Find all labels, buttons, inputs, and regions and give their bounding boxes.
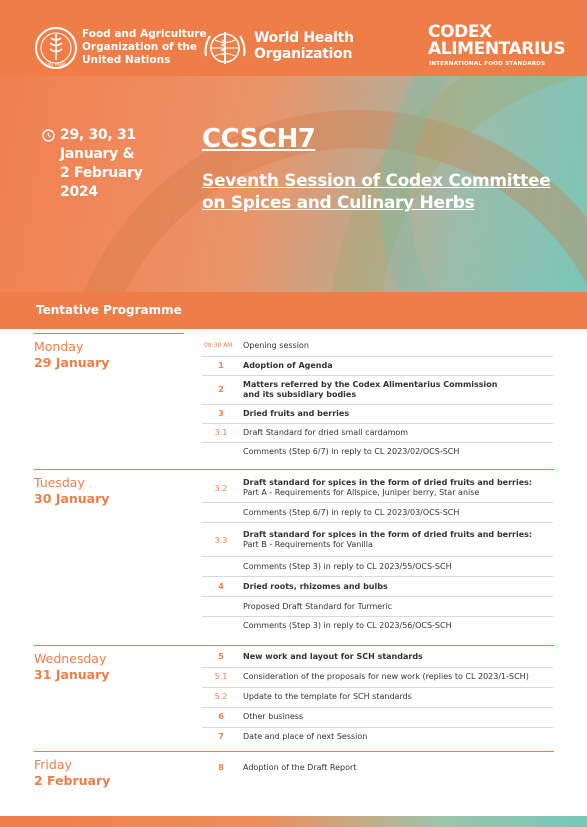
agenda-row (202, 442, 553, 462)
agenda-text: Consideration of the proposals for new work (replies to CL 2023/1-SCH) (243, 672, 529, 681)
day-date: 31 January (34, 667, 110, 682)
footer-bar (0, 816, 587, 827)
agenda-number: 2 (218, 385, 224, 394)
codex-subtitle: INTERNATIONAL FOOD STANDARDS (429, 61, 546, 67)
agenda-row (202, 687, 553, 708)
agenda-text: and its subsidiary bodies (243, 390, 357, 399)
agenda-text: Comments (Step 3) in reply to CL 2023/56/OCS-SCH (243, 621, 452, 630)
codex-title: CODEX ALIMENTARIUS (428, 22, 566, 59)
day-name: Monday (34, 339, 84, 354)
agenda-text: Matters referred by the Codex Alimentarius Commission (243, 380, 498, 389)
agenda-row (202, 472, 553, 503)
agenda-number: 5.2 (214, 692, 228, 701)
agenda-row (202, 707, 553, 728)
agenda-number: 3.2 (214, 484, 228, 493)
agenda-number: 5 (218, 652, 224, 661)
agenda-text: New work and layout for SCH standards (243, 652, 423, 661)
agenda-row (202, 667, 553, 688)
agenda-text: Other business (243, 712, 304, 721)
agenda-row (202, 616, 553, 636)
agenda-row (202, 556, 553, 577)
day-divider (34, 469, 554, 470)
agenda-row (202, 423, 553, 443)
day-divider (34, 645, 554, 646)
agenda-text: Dried fruits and berries (243, 409, 350, 418)
day-date: 29 January (34, 355, 110, 370)
day-monday (34, 333, 184, 371)
agenda-number: 3 (218, 409, 224, 418)
agenda-time: 09:30 AM (204, 342, 233, 349)
agenda-text: Comments (Step 6/7) in reply to CL 2023/02/OCS-SCH (243, 447, 460, 456)
agenda-row (202, 375, 553, 405)
day-date: 30 January (34, 491, 110, 506)
fao-logo-text: FIAT PANIS (45, 62, 67, 67)
agenda-row (202, 337, 553, 357)
who-logo-icon (202, 26, 248, 70)
day-divider (34, 751, 554, 752)
agenda-row (202, 404, 553, 424)
agenda-row (202, 576, 553, 597)
fao-logo-icon (34, 26, 78, 70)
day-name: Wednesday (34, 651, 107, 666)
header-bar (0, 0, 587, 76)
who-name: World Health Organization (254, 30, 354, 62)
agenda-text: Date and place of next Session (243, 732, 368, 741)
day-date: 2 February (34, 773, 111, 788)
day-friday (34, 751, 184, 789)
agenda-text: Comments (Step 3) in reply to CL 2023/55/OCS-SCH (243, 562, 452, 571)
agenda-row (202, 758, 553, 778)
agenda-number: 1 (218, 361, 224, 370)
agenda-text: Opening session (243, 341, 309, 350)
day-name: Tuesday (34, 475, 85, 490)
agenda-text: Part A - Requirements for Allspice, Juniper berry, Star anise (243, 488, 480, 497)
agenda-number: 3.3 (214, 536, 228, 545)
day-name: Friday (34, 757, 72, 772)
agenda-text: Adoption of Agenda (243, 361, 333, 370)
agenda-row (202, 596, 553, 617)
session-title: Seventh Session of Codex Committee on Spices and Culinary Herbs (202, 171, 551, 213)
agenda-row (202, 356, 553, 376)
day-wednesday (34, 645, 184, 683)
agenda-text: Dried roots, rhizomes and bulbs (243, 582, 388, 591)
agenda-number: 8 (218, 763, 224, 772)
agenda-text: Draft Standard for dried small cardamom (243, 428, 409, 437)
agenda-number: 4 (218, 582, 224, 591)
agenda-number: 7 (218, 732, 224, 741)
agenda-row (202, 522, 553, 557)
agenda-row (202, 727, 553, 747)
clock-icon (42, 129, 55, 142)
agenda-text: Draft standard for spices in the form of dried fruits and berries: (243, 530, 533, 539)
agenda-row (202, 502, 553, 523)
agenda-text: Proposed Draft Standard for Turmeric (243, 602, 393, 611)
agenda-text: Part B - Requirements for Vanilla (243, 540, 373, 549)
programme-title: Tentative Programme (36, 303, 182, 317)
agenda-text: Update to the template for SCH standards (243, 692, 412, 701)
agenda-text: Comments (Step 6/7) in reply to CL 2023/03/OCS-SCH (243, 508, 460, 517)
agenda-text: Draft standard for spices in the form of dried fruits and berries: (243, 478, 533, 487)
session-code: CCSCH7 (202, 124, 316, 154)
programme-band (0, 292, 587, 329)
agenda-row (202, 647, 553, 668)
agenda-number: 3.1 (214, 428, 228, 437)
date-text: 29, 30, 31 January & 2 February 2024 (60, 127, 143, 200)
fao-name: Food and Agriculture Organization of the United Nations (82, 28, 207, 66)
agenda-number: 6 (218, 712, 224, 721)
agenda-text: Adoption of the Draft Report (243, 763, 357, 772)
agenda-number: 5.1 (214, 672, 228, 681)
day-tuesday (34, 469, 184, 507)
